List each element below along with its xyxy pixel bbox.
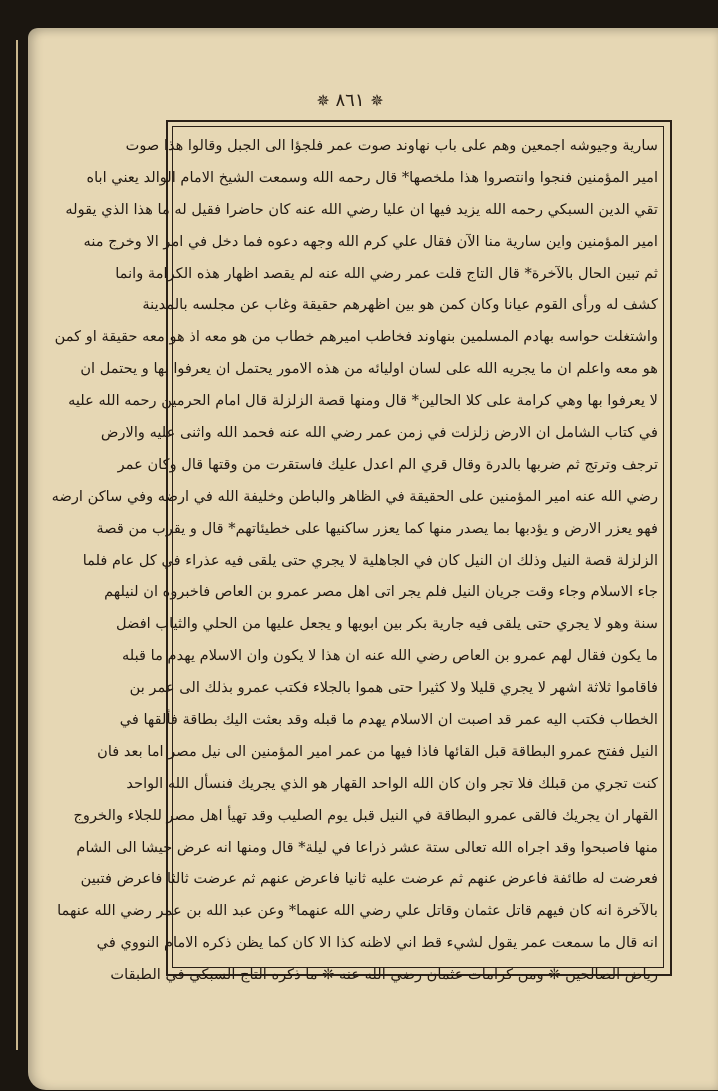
page-edge [16, 40, 18, 1050]
text-line: سارية وجيوشه اجمعين وهم على باب نهاوند صوت عمر فلجؤا الى الجبل وقالوا هذا صوت [125, 137, 658, 154]
text-line: ترجف وترتج ثم ضربها بالدرة وقال قري الم اعدل عليك فاستقرت من وقتها قال وكان عمر [117, 455, 658, 473]
text-line: فعرضت له طائفة فاعرض عنهم ثم عرضت عليه ثانيا فاعرض عنهم ثم عرضت ثالثا فاعرض فتبين [80, 870, 658, 888]
text-line: جاء الاسلام وجاء وقت جريان النيل فلم يجر اتى اهل مصر عمرو بن العاص فاخبروه ان لنيلهم [104, 583, 658, 601]
text-line: النيل ففتح عمرو البطاقة قبل القائها فاذا فيها من عمر امير المؤمنين الى نيل مصر اما بعد فان [97, 742, 658, 760]
text-line: سنة وهو لا يجري حتى يلقى فيه جارية بكر بين ابويها و يجعل عليها من الحلي والثياب افضل [115, 615, 658, 633]
text-line: منها فاصبحوا وقد اجراه الله تعالى ستة عشر ذراعا في ليلة* قال ومنها انه عرض جيشا الى الشام [76, 838, 658, 856]
ornament-left-icon: ✵ [316, 91, 330, 110]
page-number: ٨٦١ [335, 90, 365, 111]
text-line: كنت تجري من قبلك فلا تجر وان كان الله الواحد القهار هو الذي يجريك فنسأل الله الواحد [126, 774, 658, 792]
text-line: امير المؤمنين فنجوا وانتصروا هذا ملخصها* قال رحمه الله وسمعت الشيخ الامام الوالد يعني اباه [86, 168, 658, 186]
text-line: الخطاب فكتب اليه عمر قد اصبت ان الاسلام يهدم ما قبله وقد بعثت اليك بطاقة فألقها في [119, 711, 658, 729]
text-line: القهار ان يجريك فالقى عمرو البطاقة في النيل قبل يوم الصليب وقد تهيأ اهل مصر للجلاء والخروج [73, 806, 658, 824]
text-line: هو معه واعلم ان ما يجريه الله على لسان اوليائه من هذه الامور يحتمل ان يعرفوا بها و يحتمل ان [80, 360, 658, 378]
text-line: في كتاب الشامل ان الارض زلزلت في زمن عمر رضي الله عنه فحمد الله واثنى عليه والارض [100, 424, 658, 442]
text-line: تقي الدين السبكي رحمه الله يزيد فيها ان عليا رضي الله عنه كان حاضرا فقيل له ما هذا الذي يقوله [65, 200, 658, 218]
ornament-right-icon: ✵ [370, 91, 384, 110]
text-line: لا يعرفوا بها وهي كرامة على كلا الحالين* قال ومنها قصة الزلزلة قال امام الحرمين رحمه الله عليه [68, 392, 658, 410]
text-line: ثم تبين الحال بالآخرة* قال التاج قلت عمر رضي الله عنه لم يقصد اظهار هذه الكرامة وانما [115, 264, 658, 282]
text-line: بالآخرة انه كان فيهم قاتل عثمان وقاتل علي رضي الله عنهما* وعن عبد الله بن عمر رضي الله عنهما [57, 902, 658, 920]
text-line: الزلزلة قصة النيل وذلك ان النيل كان في الجاهلية لا يجري حتى يلقى فيه عذراء في كل عام فلما [82, 551, 658, 569]
text-line: رضي الله عنه امير المؤمنين على الحقيقة في الظاهر والباطن وخليفة الله في ارضه وفي ساكن ارضه [51, 487, 658, 505]
text-line: فهو يعزر الارض و يؤدبها بما يصدر منها كما يعزر ساكنيها على خطيئاتهم* قال و يقرب من قصة [96, 519, 658, 537]
text-line: امير المؤمنين واين سارية منا الآن فقال علي كرم الله وجهه دعوه فما دخل في امر الا وخرج منه [83, 232, 658, 250]
text-line: كشف له ورأى القوم عيانا وكان كمن هو بين اظهرهم حقيقة وغاب عن مجلسه بالمدينة [142, 296, 658, 314]
text-line: ما يكون فقال لهم عمرو بن العاص رضي الله عنه ان هذا لا يكون وان الاسلام يهدم ما قبله [121, 647, 658, 665]
text-line: واشتغلت حواسه بهادم المسلمين بنهاوند فخاطب اميرهم خطاب من هو معه اذ هو معه حقيقة او كمن [54, 328, 658, 346]
text-line: انه قال ما سمعت عمر يقول لشيء قط اني لاظنه كذا الا كان كما يظن ذكره الامام النووي في [96, 934, 658, 952]
text-line: رياض الصالحين ❊ ومن كرامات عثمان رضي الله عنه ❊ ما ذكره التاج السبكي في الطبقات [110, 966, 658, 984]
text-line: فاقاموا ثلاثة اشهر لا يجري قليلا ولا كثيرا حتى هموا بالجلاء فكتب عمرو بذلك الى عمر بن [129, 679, 658, 697]
text-block [51, 130, 658, 991]
page-header [0, 90, 700, 111]
